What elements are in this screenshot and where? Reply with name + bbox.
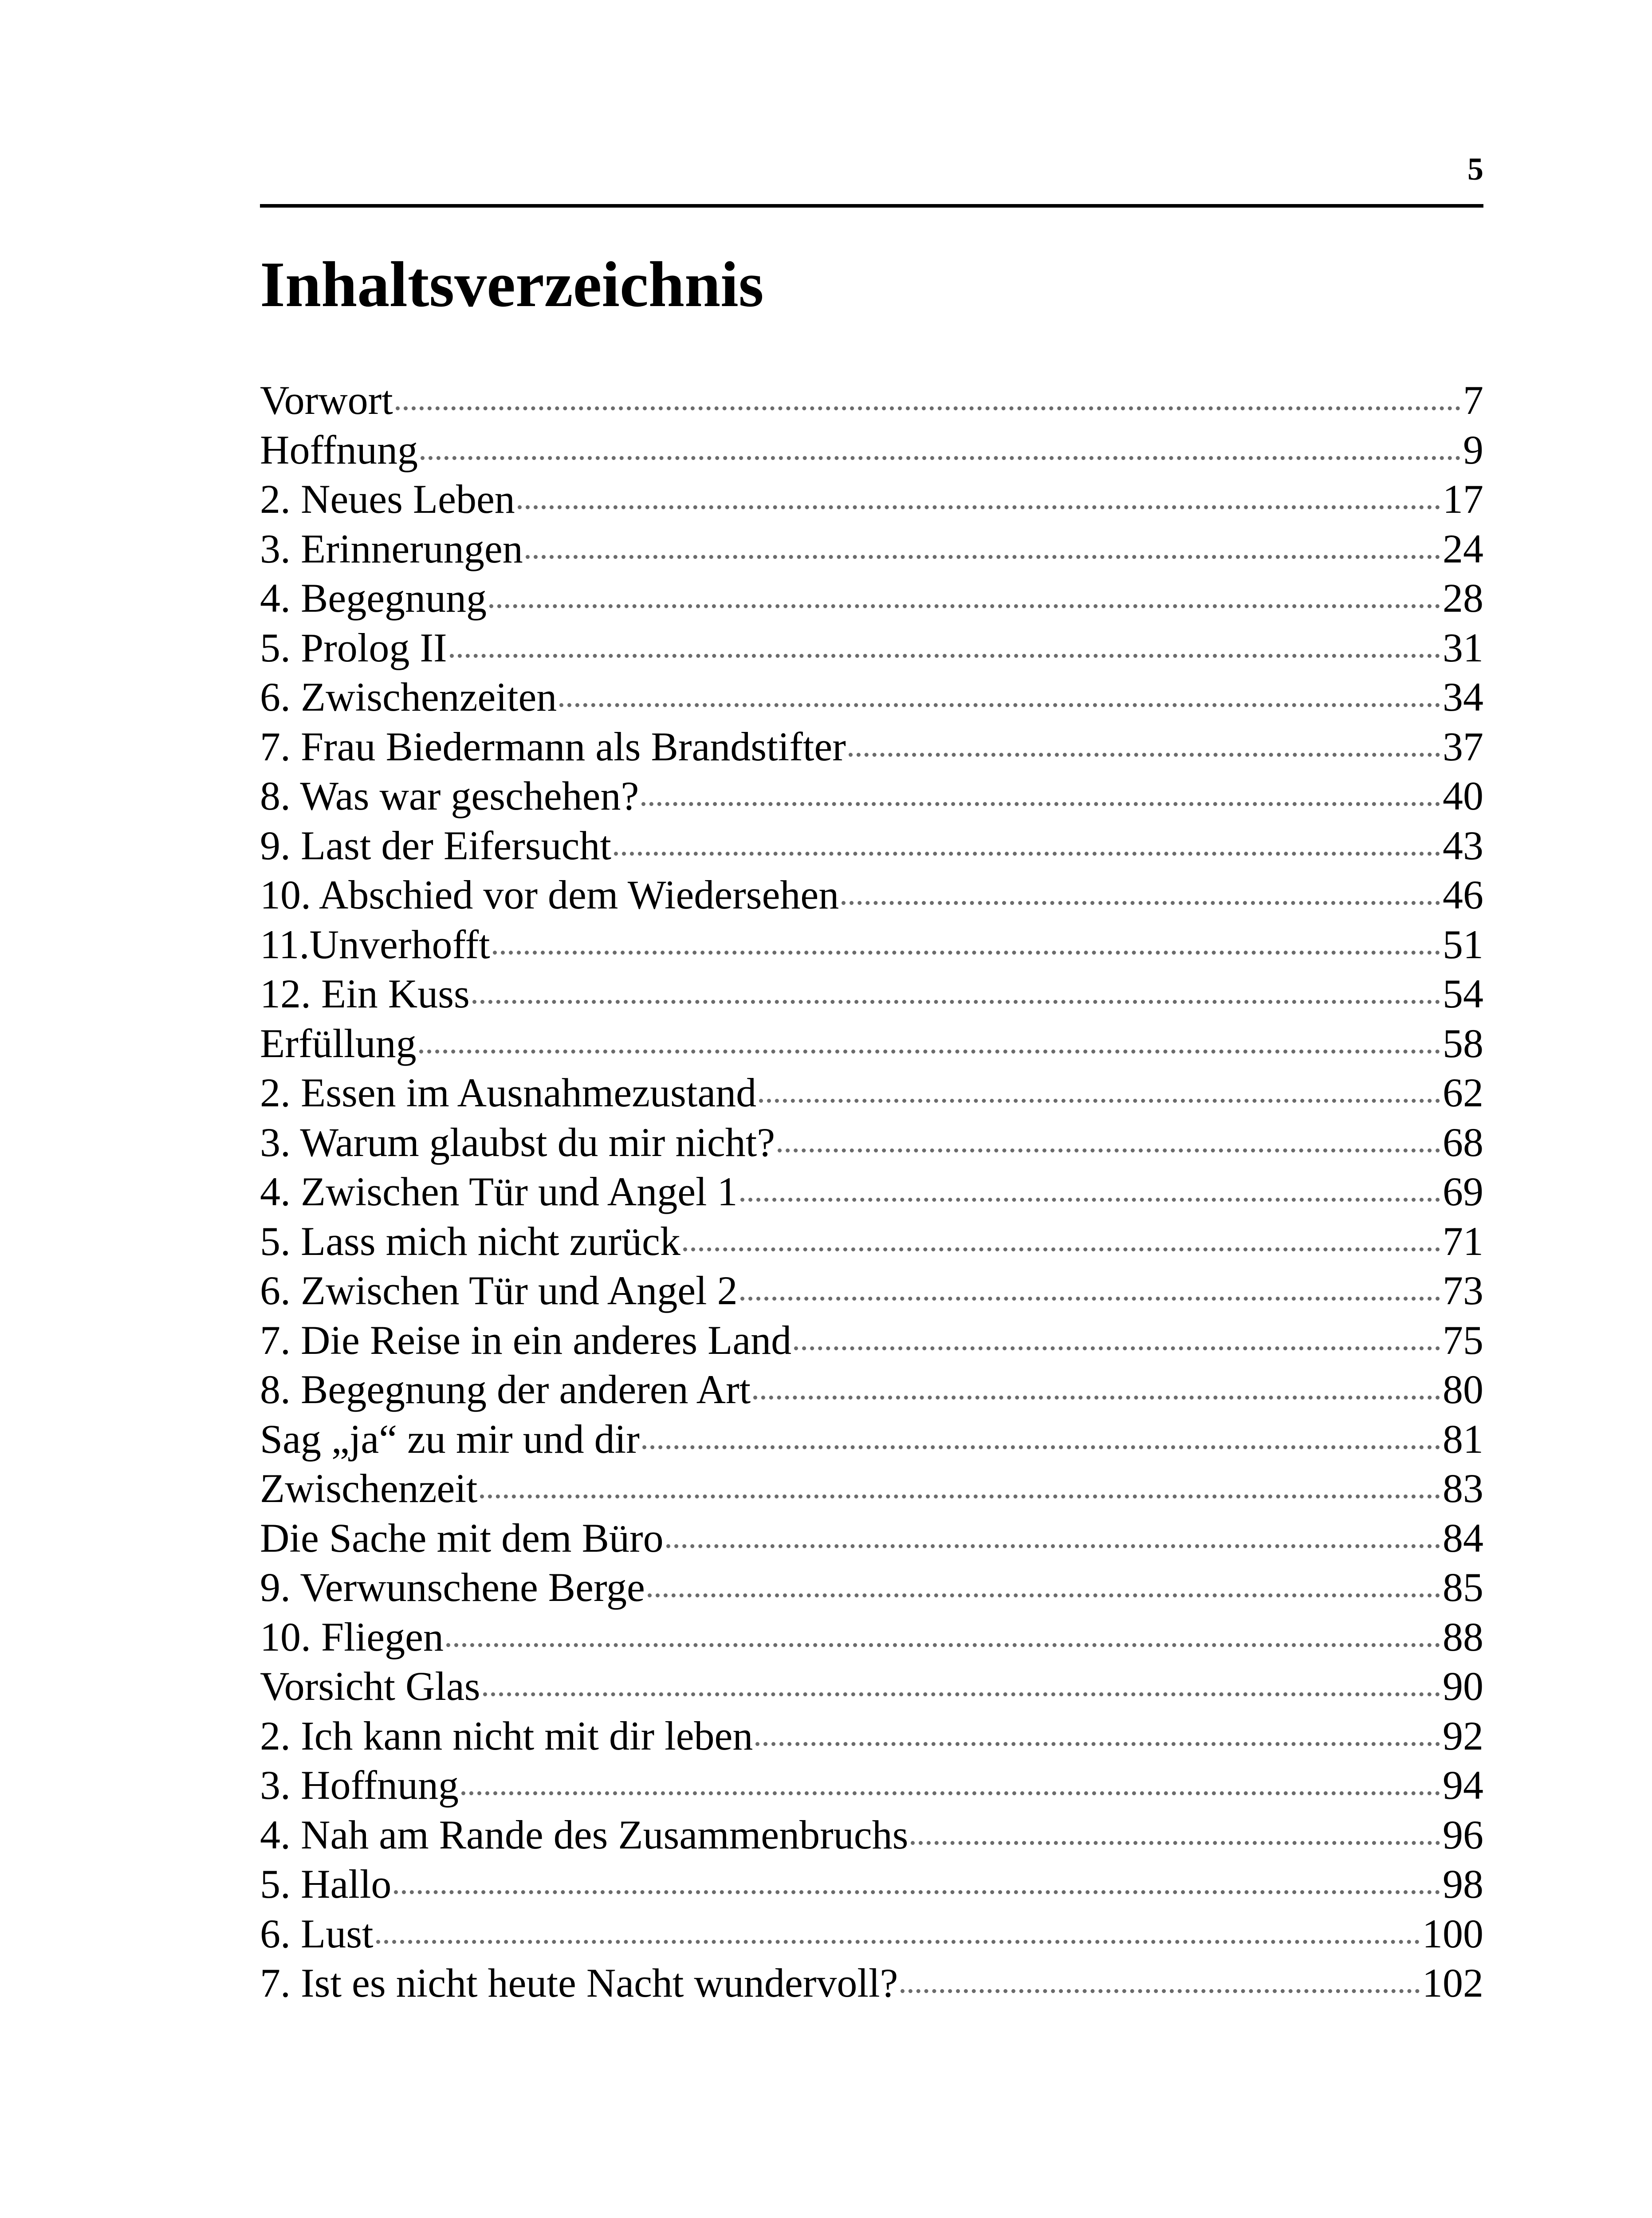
toc-entry[interactable] [260,574,1483,623]
toc-entry-page-number: 62 [1443,1070,1483,1115]
toc-entry[interactable] [260,1514,1483,1563]
toc-entry-page-number: 31 [1443,625,1483,670]
toc-entry-page-number: 58 [1443,1020,1483,1066]
dot-leader [446,1643,1440,1647]
toc-entry-page-number: 83 [1443,1466,1483,1511]
dot-leader [794,1346,1440,1350]
toc-entry[interactable] [260,969,1483,1019]
toc-list [260,376,1483,2008]
toc-entry[interactable] [260,1217,1483,1266]
toc-entry[interactable] [260,1415,1483,1464]
toc-entry[interactable] [260,870,1483,920]
toc-entry-title: Die Sache mit dem Büro [260,1515,664,1561]
toc-entry-page-number: 73 [1443,1268,1483,1313]
dot-leader [526,555,1440,559]
toc-entry-title: Sag „ja“ zu mir und dir [260,1416,640,1462]
toc-entry-title: 9. Verwunschene Berge [260,1565,645,1610]
toc-entry-title: 6. Zwischenzeiten [260,674,557,720]
dot-leader [461,1791,1440,1795]
toc-entry-page-number: 40 [1443,773,1483,818]
toc-entry-page-number: 37 [1443,724,1483,769]
toc-entry-title: Erfüllung [260,1020,417,1066]
dot-leader [648,1593,1440,1597]
dot-leader [755,1742,1440,1746]
toc-entry-title: 4. Begegnung [260,575,487,621]
toc-entry-page-number: 94 [1443,1762,1483,1808]
dot-leader [559,703,1440,707]
toc-entry-title: 8. Begegnung der anderen Art [260,1367,751,1412]
toc-entry[interactable] [260,376,1483,425]
dot-leader [480,1494,1440,1498]
toc-entry-title: 5. Prolog II [260,625,447,670]
dot-leader [483,1692,1440,1696]
toc-entry-page-number: 43 [1443,822,1483,868]
toc-entry[interactable] [260,1316,1483,1365]
toc-entry-page-number: 68 [1443,1119,1483,1165]
dot-leader [394,1890,1440,1894]
dot-leader [740,1297,1440,1301]
toc-entry[interactable] [260,1167,1483,1217]
dot-leader [642,1445,1440,1449]
toc-entry[interactable] [260,1761,1483,1810]
toc-entry-title: 3. Hoffnung [260,1762,459,1808]
toc-entry-page-number: 69 [1443,1169,1483,1214]
toc-entry[interactable] [260,1118,1483,1168]
toc-entry-title: Vorwort [260,378,393,423]
toc-entry-page-number: 81 [1443,1416,1483,1462]
toc-entry[interactable] [260,524,1483,574]
toc-entry-title: 12. Ein Kuss [260,971,470,1016]
toc-entry-title: 7. Frau Biedermann als Brandstifter [260,724,846,769]
toc-entry-page-number: 100 [1422,1911,1483,1956]
dot-leader [849,753,1440,757]
toc-entry[interactable] [260,1266,1483,1316]
toc-entry[interactable] [260,672,1483,722]
toc-entry-title: 3. Warum glaubst du mir nicht? [260,1119,775,1165]
dot-leader [489,604,1440,608]
toc-entry-page-number: 80 [1443,1367,1483,1412]
toc-entry[interactable] [260,1068,1483,1118]
dot-leader [493,951,1440,955]
toc-entry-title: 4. Zwischen Tür und Angel 1 [260,1169,738,1214]
toc-entry-page-number: 46 [1443,872,1483,917]
toc-entry-title: 10. Fliegen [260,1614,444,1660]
toc-entry-page-number: 71 [1443,1218,1483,1264]
dot-leader [759,1099,1440,1103]
toc-entry-title: 2. Essen im Ausnahmezustand [260,1070,757,1115]
toc-entry[interactable] [260,1860,1483,1909]
dot-leader [614,852,1440,856]
dot-leader [740,1198,1440,1202]
dot-leader [421,456,1460,460]
toc-entry-title: 5. Hallo [260,1861,392,1907]
toc-entry-title: 2. Neues Leben [260,476,515,522]
toc-entry-page-number: 92 [1443,1713,1483,1758]
toc-entry[interactable] [260,1662,1483,1711]
toc-entry-page-number: 90 [1443,1664,1483,1709]
toc-entry-page-number: 7 [1463,378,1483,423]
toc-entry-title: 3. Erinnerungen [260,526,523,571]
dot-leader [683,1247,1440,1251]
dot-leader [901,1989,1420,1993]
toc-entry-page-number: 98 [1443,1861,1483,1907]
toc-entry-title: 6. Zwischen Tür und Angel 2 [260,1268,738,1313]
dot-leader [472,1000,1440,1004]
toc-entry-title: 11.Unverhofft [260,921,490,967]
toc-title: Inhaltsverzeichnis [260,248,764,320]
toc-entry-page-number: 102 [1422,1960,1483,2006]
toc-entry[interactable] [260,1958,1483,2008]
toc-entry-page-number: 84 [1443,1515,1483,1561]
toc-entry-page-number: 85 [1443,1565,1483,1610]
toc-entry-title: 6. Lust [260,1911,374,1956]
toc-entry-page-number: 54 [1443,971,1483,1016]
toc-entry[interactable] [260,475,1483,524]
dot-leader [518,505,1440,509]
dot-leader [778,1148,1440,1152]
toc-entry-title: Vorsicht Glas [260,1664,480,1709]
toc-entry-page-number: 17 [1443,476,1483,522]
dot-leader [911,1841,1440,1845]
toc-entry[interactable] [260,1810,1483,1860]
toc-entry[interactable] [260,1909,1483,1959]
toc-entry-title: 9. Last der Eifersucht [260,822,611,868]
toc-entry-title: Zwischenzeit [260,1466,478,1511]
dot-leader [419,1050,1440,1054]
header-rule [260,204,1483,208]
toc-entry-page-number: 28 [1443,575,1483,621]
toc-entry[interactable] [260,1563,1483,1612]
toc-entry-title: 7. Die Reise in ein anderes Land [260,1317,792,1363]
toc-entry-page-number: 96 [1443,1812,1483,1857]
toc-entry-title: Hoffnung [260,427,418,472]
toc-entry-page-number: 51 [1443,921,1483,967]
toc-entry[interactable] [260,1365,1483,1415]
toc-entry-page-number: 75 [1443,1317,1483,1363]
dot-leader [376,1940,1420,1944]
toc-entry-title: 2. Ich kann nicht mit dir leben [260,1713,753,1758]
toc-entry[interactable] [260,722,1483,772]
toc-entry-title: 5. Lass mich nicht zurück [260,1218,680,1264]
dot-leader [842,901,1440,905]
dot-leader [666,1544,1440,1548]
dot-leader [396,406,1460,410]
dot-leader [450,654,1440,658]
toc-entry[interactable] [260,425,1483,475]
page-number: 5 [1467,151,1483,187]
dot-leader [641,802,1440,806]
dot-leader [753,1396,1440,1400]
toc-entry[interactable] [260,920,1483,970]
toc-entry[interactable] [260,623,1483,673]
toc-entry[interactable] [260,1019,1483,1069]
toc-entry[interactable] [260,1612,1483,1662]
toc-entry-page-number: 34 [1443,674,1483,720]
toc-entry-title: 7. Ist es nicht heute Nacht wundervoll? [260,1960,898,2006]
toc-entry-page-number: 88 [1443,1614,1483,1660]
toc-entry-page-number: 24 [1443,526,1483,571]
toc-entry-title: 10. Abschied vor dem Wiedersehen [260,872,839,917]
toc-entry[interactable] [260,821,1483,871]
toc-entry[interactable] [260,1711,1483,1761]
toc-entry-title: 8. Was war geschehen? [260,773,639,818]
toc-entry[interactable] [260,1464,1483,1514]
toc-entry[interactable] [260,771,1483,821]
toc-entry-title: 4. Nah am Rande des Zusammenbruchs [260,1812,909,1857]
toc-entry-page-number: 9 [1463,427,1483,472]
